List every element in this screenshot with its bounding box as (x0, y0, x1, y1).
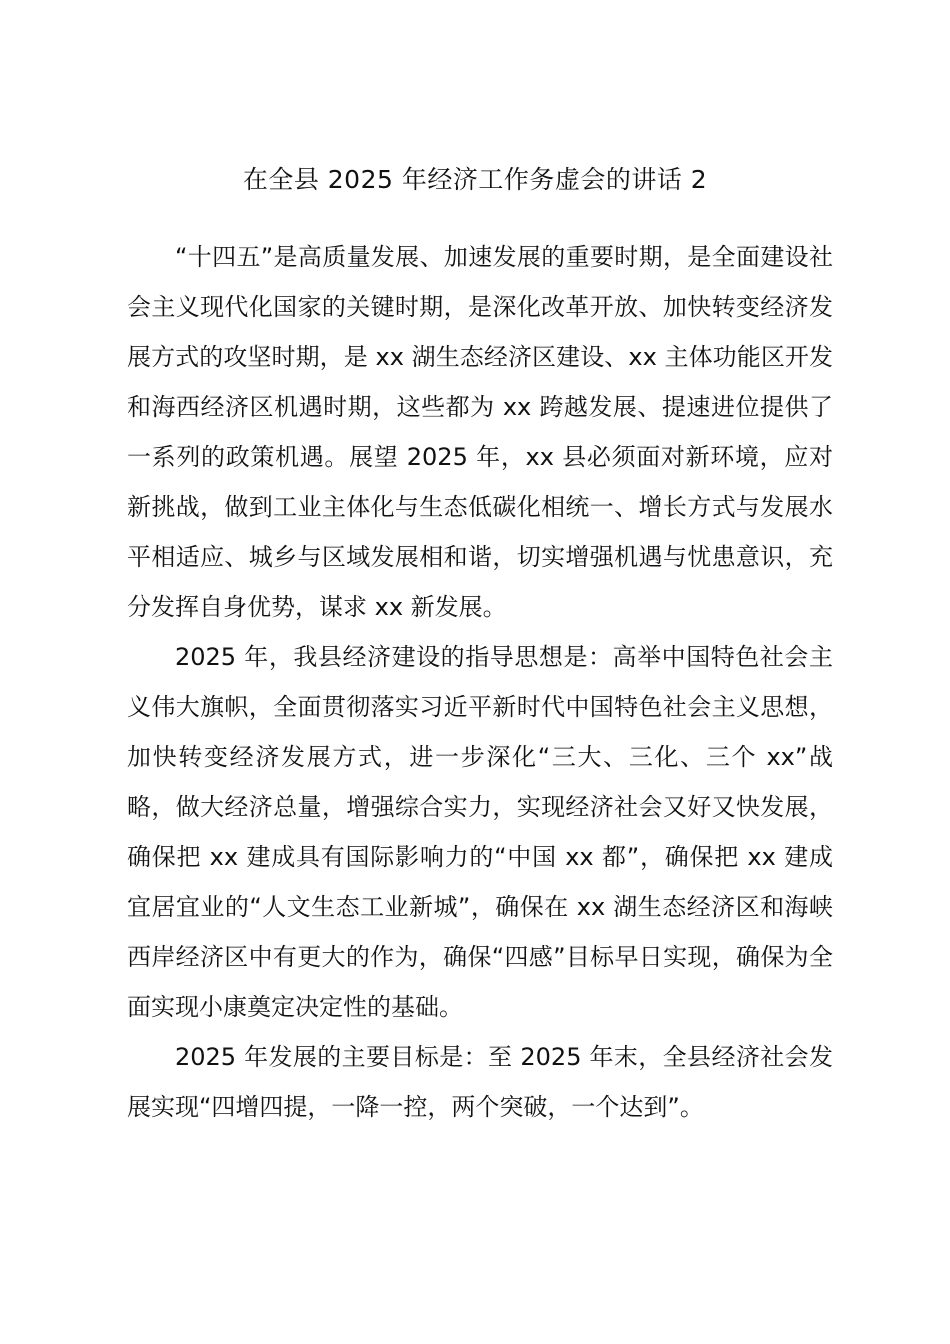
paragraph-3: 2025 年发展的主要目标是：至 2025 年末，全县经济社会发展实现“四增四提，一降一控，两个突破，一个达到”。 (127, 1043, 833, 1121)
document-body (127, 232, 833, 1132)
paragraph-1: “十四五”是高质量发展、加速发展的重要时期，是全面建设社会主义现代化国家的关键时期，是深化改革开放、加快转变经济发展方式的攻坚时期，是 xx 湖生态经济区建设、xx 主体功能区开发和海西经济区机遇时期，这些都为 xx 跨越发展、提速进位提供了一系列的政策机遇。展望 2025 年，xx 县必须面对新环境，应对新挑战，做到工业主体化与生态低碳化相统一、增长方式与发展水平相适应、城乡与区域发展相和谐，切实增强机遇与忧患意识，充分发挥自身优势，谋求 xx 新发展。 (127, 243, 833, 621)
paragraph-2: 2025 年，我县经济建设的指导思想是：高举中国特色社会主义伟大旗帜，全面贯彻落实习近平新时代中国特色社会主义思想，加快转变经济发展方式，进一步深化“三大、三化、三个 xx”战略，做大经济总量，增强综合实力，实现经济社会又好又快发展，确保把 xx 建成具有国际影响力的“中国 xx 都”，确保把 xx 建成宜居宜业的“人文生态工业新城”，确保在 xx 湖生态经济区和海峡西岸经济区中有更大的作为，确保“四感”目标早日实现，确保为全面实现小康奠定决定性的基础。 (127, 643, 833, 1021)
document-title: 在全县 2025 年经济工作务虚会的讲话 2 (242, 165, 708, 194)
